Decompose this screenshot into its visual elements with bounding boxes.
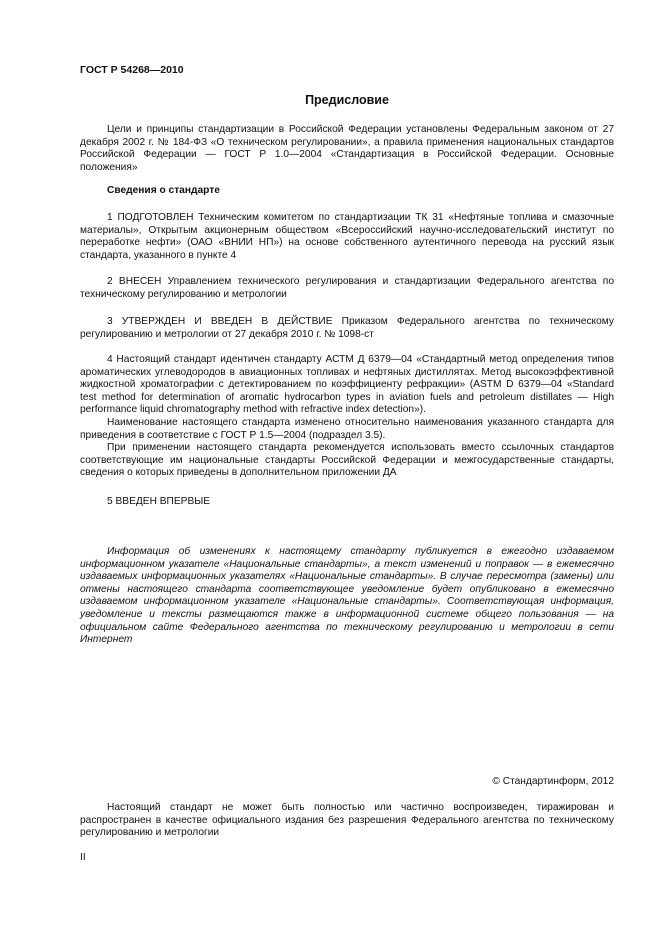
document-id: ГОСТ Р 54268—2010 xyxy=(80,64,184,76)
item-5-paragraph: 5 ВВЕДЕН ВПЕРВЫЕ xyxy=(107,496,211,507)
intro-block xyxy=(80,124,614,174)
item-4-block xyxy=(80,354,614,480)
notice-block xyxy=(80,546,614,647)
item-1-paragraph: 1 ПОДГОТОВЛЕН Техническим комитетом по стандартизации ТК 31 «Нефтяные топлива и смазочные материалы», Открытым акционерным обществом «Всероссийский научно-исследовательский институт по переработке нефти» (ОАО «ВНИИ НП») на основе собственного аутентичного перевода на русский язык стандарта, указанного в пункте 4 xyxy=(80,212,614,261)
reproduction-notice: Настоящий стандарт не может быть полностью или частично воспроизведен, тиражирован и распространен в качестве официального издания без разрешения Федерального агентства по техническому регулированию и метрологии xyxy=(80,802,614,839)
changes-notice: Информация об изменениях к настоящему стандарту публикуется в ежегодно издаваемом информационном указателе «Национальные стандарты», а текст изменений и поправок — в ежемесячно издаваемых информационных указателях «Национальные стандарты». В случае пересмотра (замены) или отмены настоящего стандарта соответствующее уведомление будет опубликовано в ежемесячно издаваемом информационном указателе «Национальные стандарты». Соответствующая информация, уведомление и тексты размещаются также в информационной системе общего пользования — на официальном сайте Федерального агентства по техническому регулированию и метрологии в сети Интернет xyxy=(80,546,614,646)
copyright-line: © Стандартинформ, 2012 xyxy=(492,776,614,787)
section-heading: Сведения о стандарте xyxy=(107,185,220,196)
page-number: II xyxy=(80,852,86,863)
page-title: Предисловие xyxy=(305,93,389,107)
item-3-paragraph: 3 УТВЕРЖДЕН И ВВЕДЕН В ДЕЙСТВИЕ Приказом Федерального агентства по техническому регулированию и метрологии от 27 декабря 2010 г. № 1098-ст xyxy=(80,316,614,340)
item-4-paragraph-1: 4 Настоящий стандарт идентичен стандарту АСТМ Д 6379—04 «Стандартный метод определения типов ароматических углеводородов в авиационных топливах и нефтяных дистиллятах. Метод высокоэффективной жидкостной хроматографии с детектированием по коэффициенту рефракции» (ASTM D 6379—04 «Standard test method for determination of aromatic hydrocarbon types in aviation fuels and petroleum distillates — High performance liquid chromatography method with refractive index detection»). xyxy=(80,354,614,416)
item-1-block xyxy=(80,212,614,262)
item-2-block xyxy=(80,276,614,301)
item-5-block xyxy=(80,496,614,509)
item-2-paragraph: 2 ВНЕСЕН Управлением технического регулирования и стандартизации Федерального агентства по техническому регулированию и метрологии xyxy=(80,276,614,300)
reproduction-block xyxy=(80,802,614,840)
item-4-paragraph-2: Наименование настоящего стандарта изменено относительно наименования указанного стандарта для приведения в соответствие с ГОСТ Р 1.5—2004 (подраздел 3.5). xyxy=(80,416,614,441)
item-3-block xyxy=(80,316,614,341)
item-4-paragraph-3: При применении настоящего стандарта рекомендуется использовать вместо ссылочных стандартов соответствующие им национальные стандарты Российской Федерации и межгосударственные стандарты, сведения о которых приведены в дополнительном приложении ДА xyxy=(80,442,614,479)
intro-paragraph: Цели и принципы стандартизации в Российской Федерации установлены Федеральным законом от 27 декабря 2002 г. № 184-ФЗ «О техническом регулировании», а правила применения национальных стандартов Российской Федерации — ГОСТ Р 1.0—2004 «Стандартизация в Российской Федерации. Основные положения» xyxy=(80,124,614,173)
